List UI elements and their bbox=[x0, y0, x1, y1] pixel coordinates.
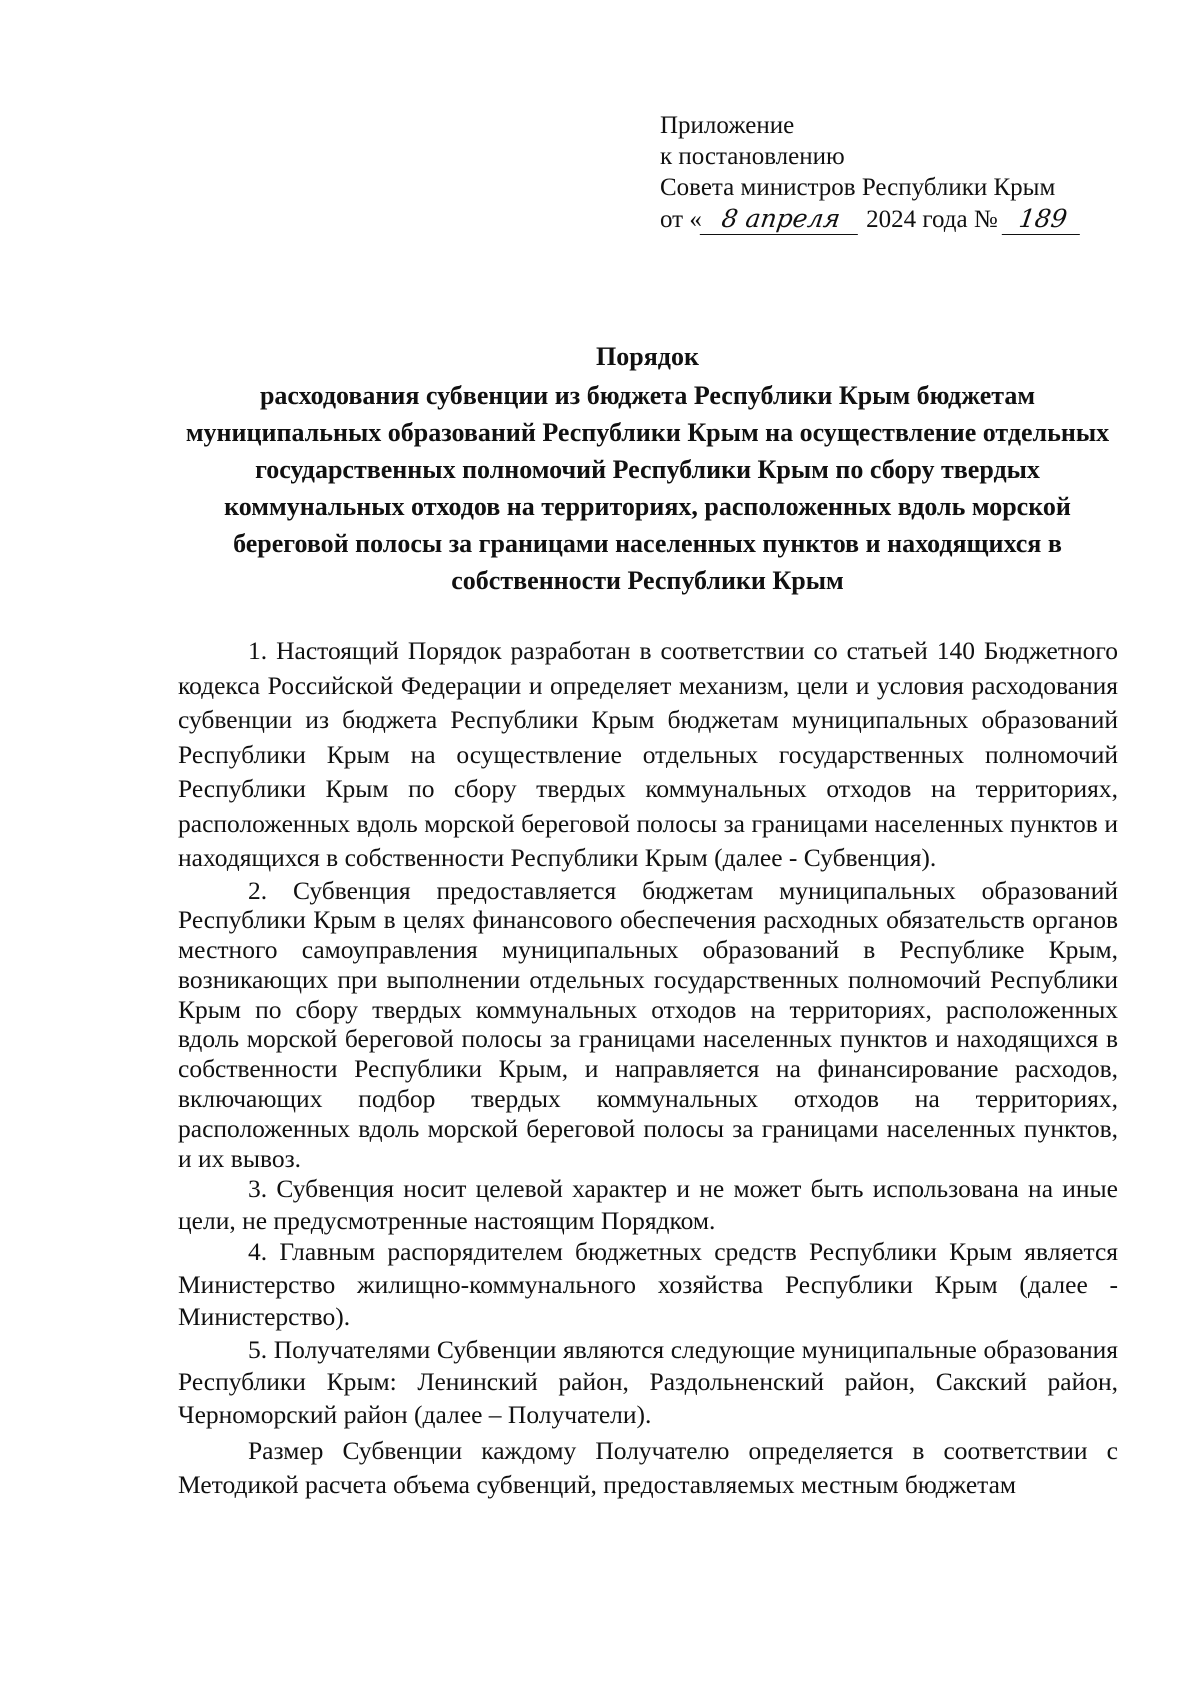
appendix-header bbox=[660, 110, 1120, 235]
year-text: 2024 года № bbox=[859, 206, 1004, 233]
title-heading: Порядок bbox=[596, 342, 699, 371]
date-prefix: от « bbox=[660, 206, 702, 233]
paragraph: 3. Субвенция носит целевой характер и не может быть использована на иные цели, не предусмотренные настоящим Порядком. bbox=[178, 1174, 1118, 1235]
handwritten-number: 189 bbox=[1002, 203, 1084, 235]
appendix-line: Приложение bbox=[660, 112, 795, 139]
appendix-line: Совета министров Республики Крым bbox=[660, 174, 1056, 201]
title-subtitle: расходования субвенции из бюджета Республики Крым бюджетам муниципальных образований Республики Крым на осуществление отдельных государственных полномочий Республики Крым по сбору твердых коммунальных отходов на территориях, расположенных вдоль морской береговой полосы за границами населенных пунктов и находящихся в собственности Республики Крым bbox=[185, 381, 1110, 595]
handwritten-date: 8 апреля bbox=[700, 203, 862, 235]
document-body bbox=[178, 634, 1118, 1502]
document-title bbox=[175, 338, 1120, 599]
paragraph: 5. Получателями Субвенции являются следующие муниципальные образования Республики Крым: Ленинский район, Раздольненский район, Сакский район, Черноморский район (далее – Получатели). bbox=[178, 1334, 1118, 1429]
paragraph: 1. Настоящий Порядок разработан в соответствии со статьей 140 Бюджетного кодекса Российской Федерации и определяет механизм, цели и условия расходования субвенции из бюджета Республики Крым бюджетам муниципальных образований Республики Крым на осуществление отдельных государственных полномочий Республики Крым по сбору твердых коммунальных отходов на территориях, расположенных вдоль морской береговой полосы за границами населенных пунктов и находящихся в собственности Республики Крым (далее - Субвенция). bbox=[178, 636, 1118, 872]
paragraph: 2. Субвенция предоставляется бюджетам муниципальных образований Республики Крым в целях финансового обеспечения расходных обязательств органов местного самоуправления муниципальных образований в Республике Крым, возникающих при выполнении отдельных государственных полномочий Республики Крым по сбору твердых коммунальных отходов на территориях, расположенных вдоль морской береговой полосы за границами населенных пунктов и находящихся в собственности Республики Крым, и направляется на финансирование расходов, включающих подбор твердых коммунальных отходов на территориях, расположенных вдоль морской береговой полосы за границами населенных пунктов, и их вывоз. bbox=[178, 875, 1118, 1173]
appendix-line: к постановлению bbox=[660, 143, 845, 170]
paragraph: 4. Главным распорядителем бюджетных средств Республики Крым является Министерство жилищно-коммунального хозяйства Республики Крым (далее - Министерство). bbox=[178, 1237, 1118, 1332]
appendix-date-line bbox=[660, 203, 1120, 235]
paragraph: Размер Субвенции каждому Получателю определяется в соответствии с Методикой расчета объема субвенций, предоставляемых местным бюджетам bbox=[178, 1436, 1118, 1500]
